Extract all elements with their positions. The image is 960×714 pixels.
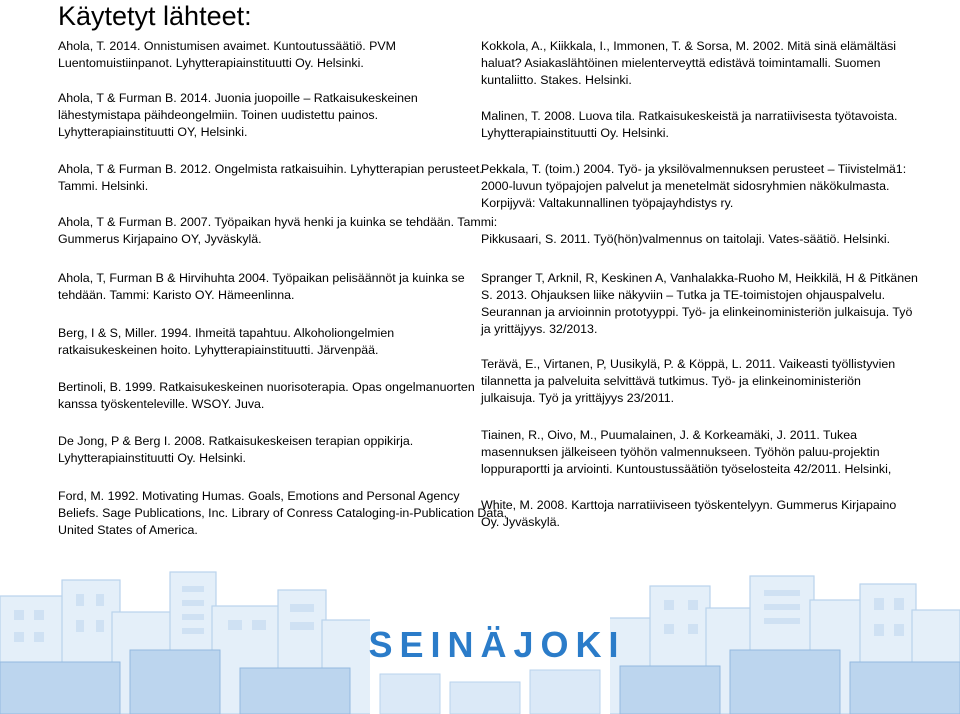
reference-white-2008 xyxy=(481,497,896,531)
reference-line: Spranger T, Arknil, R, Keskinen A, Vanhalakka-Ruoho M, Heikkilä, H & Pitkänen xyxy=(481,271,918,285)
reference-line: Lyhytterapiainstituutti Oy. Helsinki. xyxy=(58,451,247,465)
reference-line: Berg, I & S, Miller. 1994. Ihmeitä tapahtuu. Alkoholiongelmien xyxy=(58,326,395,340)
reference-tiainen-2011 xyxy=(481,427,891,478)
reference-berg-miller-1994 xyxy=(58,325,394,359)
reference-line: Korpijyvä: Valtakunnallinen työpajayhdistys ry. xyxy=(481,196,734,210)
reference-line: Ahola, T. 2014. Onnistumisen avaimet. Kuntoutussäätiö. PVM xyxy=(58,39,396,53)
reference-line: Malinen, T. 2008. Luova tila. Ratkaisukeskeistä ja narratiivisesta työtavoista. xyxy=(481,109,898,123)
reference-line: lähestymistapa päihdeongelmiin. Toinen uudistettu painos. xyxy=(58,108,379,122)
reference-line: Ahola, T & Furman B. 2014. Juonia juopoille – Ratkaisukeskeinen xyxy=(58,91,418,105)
reference-line: ratkaisukeskeinen hoito. Lyhytterapiainstituutti. Järvenpää. xyxy=(58,343,379,357)
reference-line: Lyhytterapiainstituutti OY, Helsinki. xyxy=(58,125,248,139)
reference-bertinoli-1999 xyxy=(58,379,475,413)
reference-line: 2000-luvun työpajojen palvelut ja menetelmät sidosryhmien näkökulmasta. xyxy=(481,179,890,193)
reference-line: Ahola, T & Furman B. 2012. Ongelmista ratkaisuihin. Lyhytterapian perusteet. xyxy=(58,162,483,176)
reference-line: Gummerus Kirjapaino OY, Jyväskylä. xyxy=(58,232,262,246)
reference-line: Luentomuistiinpanot. Lyhytterapiainstituutti Oy. Helsinki. xyxy=(58,56,364,70)
reference-line: tilannetta ja palveluita selvittävä tutkimus. Työ- ja elinkeinoministeriön xyxy=(481,374,861,388)
reference-line: tehdään. Tammi: Karisto OY. Hämeenlinna. xyxy=(58,288,295,302)
reference-line: julkaisuja. Työ ja yrittäjyys 23/2011. xyxy=(481,391,675,405)
reference-line: ja yrittäjyys. 32/2013. xyxy=(481,322,598,336)
reference-line: Terävä, E., Virtanen, P, Uusikylä, P. & Köppä, L. 2011. Vaikeasti työllistyvien xyxy=(481,357,896,371)
reference-spranger-2013 xyxy=(481,270,918,338)
reference-line: Ahola, T, Furman B & Hirvihuhta 2004. Työpaikan pelisäännöt ja kuinka se xyxy=(58,271,465,285)
reference-line: De Jong, P & Berg I. 2008. Ratkaisukeskeisen terapian oppikirja. xyxy=(58,434,414,448)
reference-line: kanssa työskenteleville. WSOY. Juva. xyxy=(58,397,265,411)
reference-line: Seurannan ja arvioinnin prototyyppi. Työ- ja elinkeinoministeriön julkaisuja. Työ xyxy=(481,305,913,319)
reference-line: loppuraportti ja arviointi. Kuntoustussäätiön työselosteita 42/2011. Helsinki, xyxy=(481,462,892,476)
reference-ahola-furman-2007 xyxy=(58,214,497,248)
reference-line: Ahola, T & Furman B. 2007. Työpaikan hyvä henki ja kuinka se tehdään. Tammi: xyxy=(58,215,498,229)
reference-line: Oy. Jyväskylä. xyxy=(481,515,560,529)
page-title: Käytetyt lähteet: xyxy=(58,1,252,31)
reference-line: haluat? Asiakaslähtöinen mielenterveyttä edistävä toimintamalli. Suomen xyxy=(481,56,881,70)
reference-terava-2011 xyxy=(481,356,895,407)
reference-line: White, M. 2008. Karttoja narratiiviseen työskentelyyn. Gummerus Kirjapaino xyxy=(481,498,897,512)
reference-ford-1992 xyxy=(58,488,507,539)
seinajoki-logo: SEINÄJOKI xyxy=(368,624,626,665)
reference-line: kuntaliitto. Stakes. Helsinki. xyxy=(481,73,632,87)
reference-line: Kokkola, A., Kiikkala, I., Immonen, T. & Sorsa, M. 2002. Mitä sinä elämältäsi xyxy=(481,39,897,53)
reference-line: Pekkala, T. (toim.) 2004. Työ- ja yksilövalmennuksen perusteet – Tiivistelmä1: xyxy=(481,162,907,176)
reference-ahola-2014-onnistumisen xyxy=(58,38,396,72)
reference-line: Tiainen, R., Oivo, M., Puumalainen, J. & Korkeamäki, J. 2011. Tukea xyxy=(481,428,858,442)
reference-line: Lyhytterapiainstituutti Oy. Helsinki. xyxy=(481,126,670,140)
reference-line: Pikkusaari, S. 2011. Työ(hön)valmennus on taitolaji. Vates-säätiö. Helsinki. xyxy=(481,232,891,246)
reference-de-jong-berg-2008 xyxy=(58,433,413,467)
reference-line: masennuksen jälkeiseen työhön valmennukseen. Työhön paluu-projektin xyxy=(481,445,880,459)
reference-malinen-2008 xyxy=(481,108,897,142)
reference-kokkola-2002 xyxy=(481,38,896,89)
reference-pekkala-2004 xyxy=(481,161,906,212)
reference-line: Bertinoli, B. 1999. Ratkaisukeskeinen nuorisoterapia. Opas ongelmanuorten xyxy=(58,380,475,394)
reference-pikkusaari-2011 xyxy=(481,231,890,248)
reference-line: S. 2013. Ohjauksen liike näkyviin – Tutka ja TE-toimistojen ohjauspalvelu. xyxy=(481,288,886,302)
reference-line: Ford, M. 1992. Motivating Humas. Goals, Emotions and Personal Agency xyxy=(58,489,460,503)
reference-ahola-furman-2012 xyxy=(58,161,483,195)
reference-line: United States of America. xyxy=(58,523,198,537)
reference-line: Beliefs. Sage Publications, Inc. Library of Conress Cataloging-in-Publication Data. xyxy=(58,506,508,520)
reference-line: Tammi. Helsinki. xyxy=(58,179,149,193)
reference-ahola-furman-hirvihuhta-2004 xyxy=(58,270,465,304)
reference-ahola-furman-2014 xyxy=(58,90,418,141)
